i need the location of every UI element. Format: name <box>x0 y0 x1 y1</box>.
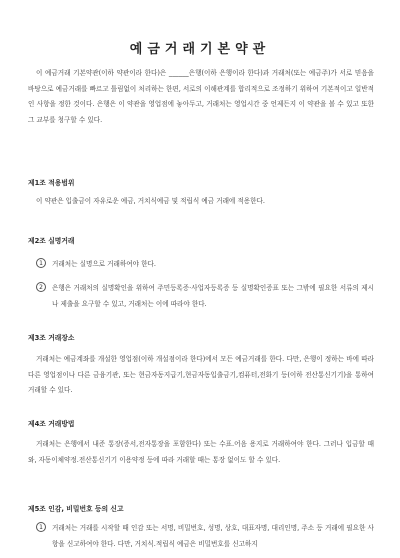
intro-paragraph: 이 예금거래 기본약관(이하 약관이라 한다)은 ______은행(이하 은행이라 한다)과 거래처(또는 예금주)가 서로 믿음을 바탕으로 예금거래를 빠르고 틀림없이 처리하는 한편, 서로의 이해관계를 합리적으로 조정하기 위하여 기본적이고 일반적인 사항을 정한 것이다. 은행은 이 약관을 영업점에 놓아두고, 거래처는 영업시간 중 언제든지 이 약관을 볼 수 있고 또한 그 교부를 청구할 수 있다. <box>28 69 374 124</box>
article-1-text: 이 약관은 입출금이 자유로운 예금, 거치식예금 및 적립식 예금 거래에 적용한다. <box>36 197 265 205</box>
item-number: 1 <box>36 522 46 532</box>
article-5-heading: 제5조 인감, 비밀번호 등의 신고 <box>28 505 124 513</box>
item-number: 1 <box>36 258 46 268</box>
article-4-text: 거래처는 은행에서 내준 통장(증서,전자통장을 포함한다) 또는 수표.어음 용지로 거래하여야 한다. 그러나 입금할 때와, 자동이체약정.전산통신기기 이용약정 등에 따라 거래할 때는 통장 없이도 할 수 있다. <box>28 440 374 464</box>
article-3-heading: 제3조 거래장소 <box>28 334 75 342</box>
article-2-heading: 제2조 실명거래 <box>28 237 75 245</box>
document-title: 예금거래기본약관 <box>129 42 271 57</box>
article-1-heading: 제1조 적용범위 <box>28 179 75 187</box>
item-number: 2 <box>36 282 46 292</box>
article-4-heading: 제4조 거래방법 <box>28 420 75 428</box>
item-text: 은행은 거래처의 실명확인을 위하여 주민등록증·사업자등록증 등 실명확인증표 또는 그밖에 필요한 서류의 제시나 제출을 요구할 수 있고, 거래처는 이에 따라야 한다. <box>52 284 374 308</box>
article-3-text: 거래처는 예금계좌를 개설한 영업점(이하 개설점이라 한다)에서 모든 예금거래를 한다. 다만, 은행이 정하는 바에 따라 다른 영업점이나 다른 금융기관, 또는 현금자동지급기,현금자동입출금기,컴퓨터,전화기 등(이하 전산통신기기)을 통하여 거래할 수 있다. <box>28 355 374 394</box>
item-text: 거래처는 실명으로 거래하여야 한다. <box>52 260 156 268</box>
item-text: 거래처는 거래를 시작할 때 인감 또는 서명, 비밀번호, 성명, 상호, 대표자명, 대리인명, 주소 등 거래에 필요한 사항을 신고하여야 한다. 다만, 거치식.적립식 예금은 비밀번호를 신고하지 <box>52 524 374 548</box>
